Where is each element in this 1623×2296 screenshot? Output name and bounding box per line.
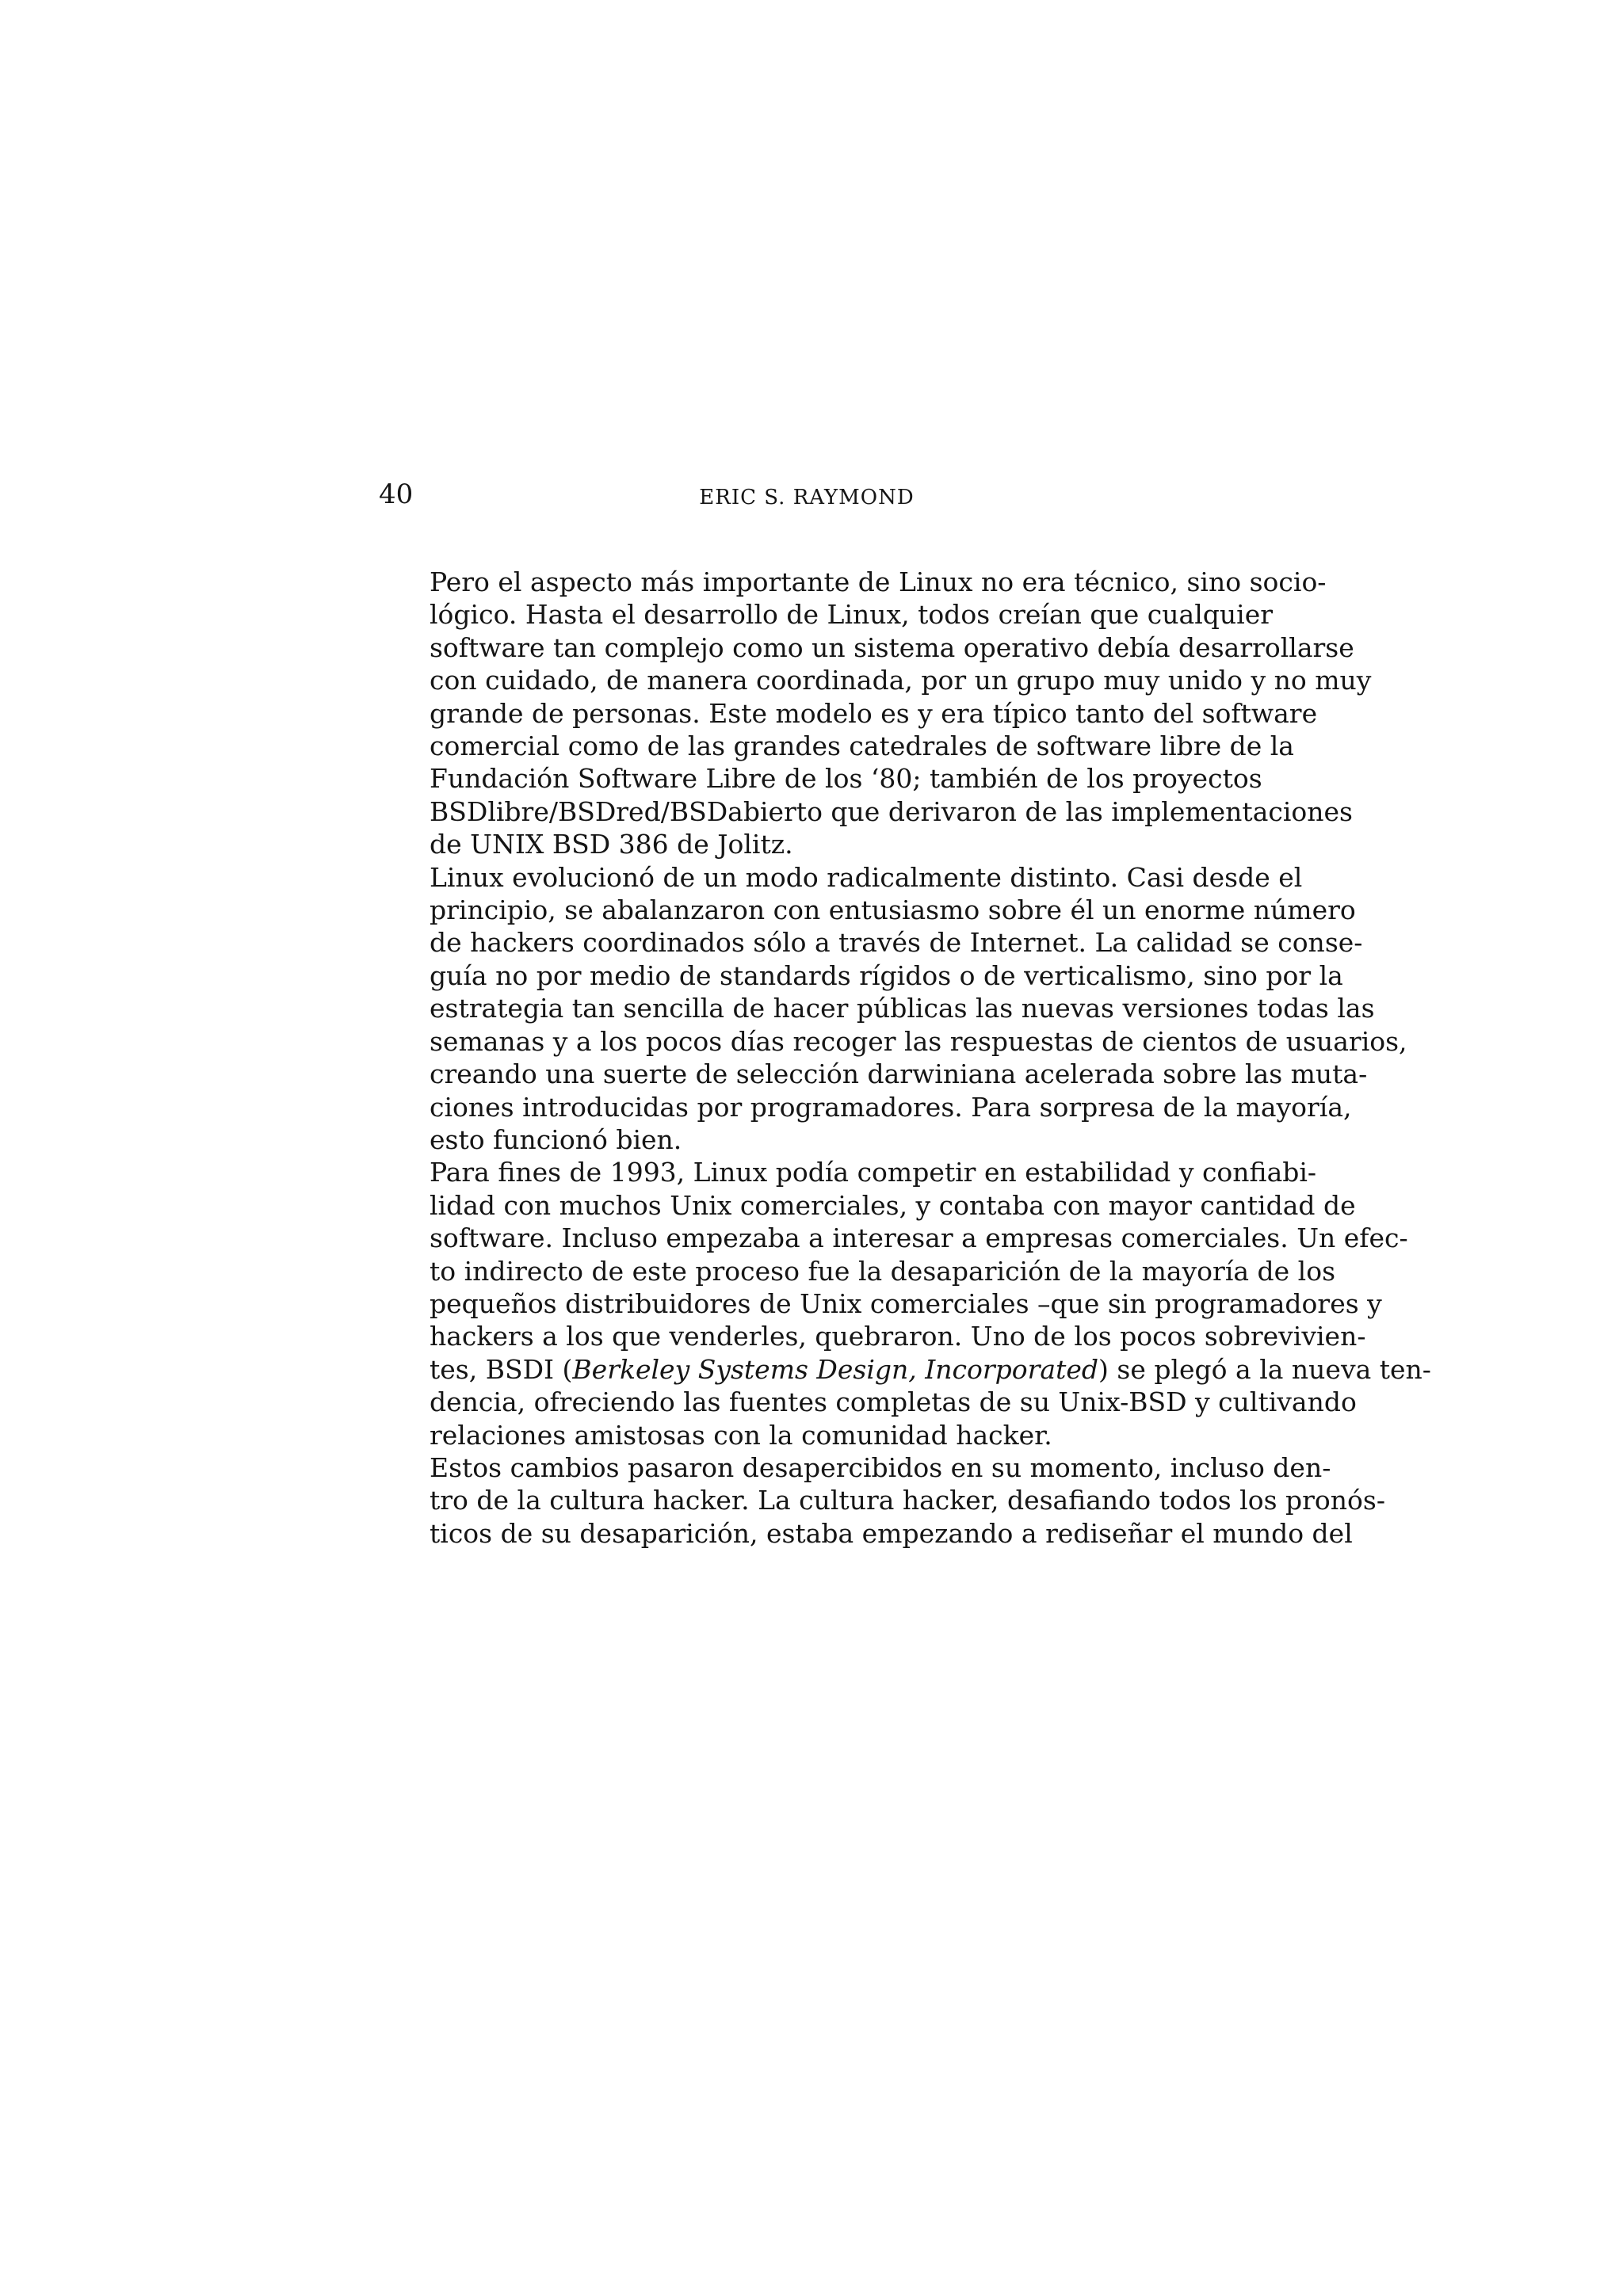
running-head: ERIC S. RAYMOND — [699, 486, 915, 509]
text-line: BSDlibre/BSDred/BSDabierto que derivaron de las implementaciones — [430, 795, 1353, 827]
paragraph — [379, 1156, 1431, 1451]
text-line: Pero el aspecto más importante de Linux no era técnico, sino socio- — [430, 566, 1327, 597]
text-line: de UNIX BSD 386 de Jolitz. — [430, 829, 793, 860]
text-line: con cuidado, de manera coordinada, por un grupo muy unido y no muy — [430, 665, 1372, 696]
text-line: grande de personas. Este modelo es y era típico tanto del software — [430, 697, 1318, 729]
page-header — [379, 474, 1235, 515]
text-line: creando una suerte de selección darwiniana acelerada sobre las muta- — [430, 1058, 1368, 1090]
text-line: ticos de su desaparición, estaba empezando a rediseñar el mundo del — [430, 1517, 1353, 1549]
paragraph — [379, 566, 1372, 861]
text-line: de hackers coordinados sólo a través de Internet. La calidad se conse- — [430, 927, 1363, 959]
page-number: 40 — [379, 479, 414, 510]
text-line: lógico. Hasta el desarrollo de Linux, todos creían que cualquier — [430, 599, 1273, 631]
text-line: lidad con muchos Unix comerciales, y contaba con mayor cantidad de — [430, 1189, 1356, 1221]
text-line — [379, 1353, 1431, 1386]
text-line: ciones introducidas por programadores. Para sorpresa de la mayoría, — [430, 1091, 1352, 1123]
paragraph — [379, 861, 1407, 1157]
text-fragment: ) se plegó a la nueva ten- — [1098, 1353, 1431, 1385]
text-line: pequeños distribuidores de Unix comerciales –que sin programadores y — [430, 1287, 1382, 1319]
text-line: principio, se abalanzaron con entusiasmo sobre él un enorme número — [430, 894, 1356, 926]
italic-company-name: Berkeley Systems Design, Incorporated — [572, 1353, 1099, 1385]
text-line: semanas y a los pocos días recoger las respuestas de cientos de usuarios, — [430, 1025, 1407, 1057]
text-line: to indirecto de este proceso fue la desaparición de la mayoría de los — [430, 1255, 1336, 1287]
text-line: software. Incluso empezaba a interesar a empresas comerciales. Un efec- — [430, 1222, 1408, 1254]
text-line: tro de la cultura hacker. La cultura hacker, desafiando todos los pronós- — [430, 1485, 1385, 1516]
text-line: estrategia tan sencilla de hacer públicas las nuevas versiones todas las — [430, 993, 1375, 1024]
text-line: esto funcionó bien. — [430, 1123, 682, 1155]
text-line: comercial como de las grandes catedrales de software libre de la — [430, 730, 1294, 762]
paragraph — [379, 1451, 1385, 1550]
text-line: Linux evolucionó de un modo radicalmente distinto. Casi desde el — [430, 861, 1303, 893]
text-line: Estos cambios pasaron desapercibidos en su momento, incluso den- — [430, 1451, 1331, 1483]
text-fragment: tes, BSDI ( — [430, 1353, 573, 1385]
text-line: hackers a los que venderles, quebraron. Uno de los pocos sobrevivien- — [430, 1321, 1366, 1352]
text-line: software tan complejo como un sistema operativo debía desarrollarse — [430, 631, 1354, 663]
text-line: Para fines de 1993, Linux podía competir en estabilidad y confiabi- — [430, 1157, 1317, 1188]
text-line: relaciones amistosas con la comunidad hacker. — [430, 1419, 1052, 1451]
text-line: dencia, ofreciendo las fuentes completas de su Unix-BSD y cultivando — [430, 1386, 1357, 1418]
body-text — [379, 566, 1431, 1550]
text-line: Fundación Software Libre de los ‘80; también de los proyectos — [430, 763, 1262, 795]
text-line: guía no por medio de standards rígidos o de verticalismo, sino por la — [430, 959, 1343, 991]
